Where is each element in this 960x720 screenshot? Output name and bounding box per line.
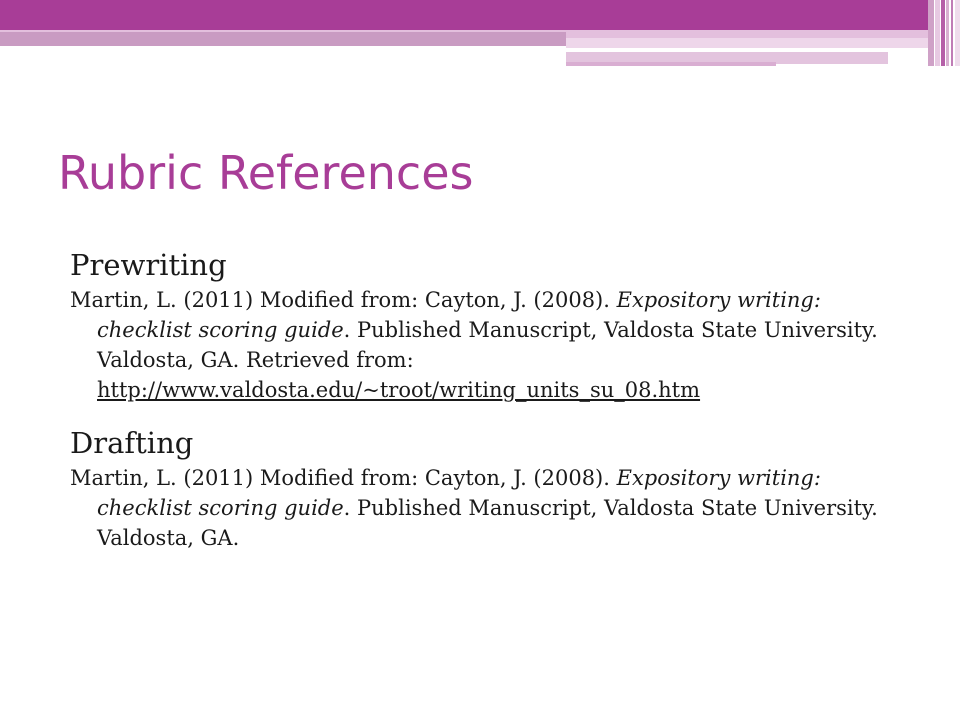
slide-body [70,245,900,553]
reference-drafting [70,463,900,553]
reference-author: Martin, L. (2011) Modified from: Cayton, J. (2008). [70,288,617,312]
header-banner [0,0,960,72]
reference-title: Expository writing: checklist scoring guide [97,288,821,342]
section-heading-drafting: Drafting [70,426,194,460]
banner-vertical-stripes [928,0,960,66]
reference-url-link[interactable]: http://www.valdosta.edu/~troot/writing_units_su_08.htm [97,378,701,402]
reference-publisher: . Published Manuscript, Valdosta State University. Valdosta, GA. [97,496,878,550]
banner-thin-bar [566,62,776,66]
banner-mid-bar [0,32,566,46]
banner-accent-bar [566,38,928,48]
slide-title: Rubric References [58,146,474,200]
reference-author: Martin, L. (2011) Modified from: Cayton, J. (2008). [70,466,617,490]
reference-title: Expository writing: checklist scoring guide [97,466,821,520]
reference-prewriting [70,285,900,405]
banner-main-bar [0,0,928,30]
section-heading-prewriting: Prewriting [70,248,227,282]
reference-publisher: . Published Manuscript, Valdosta State University. Valdosta, GA. Retrieved from: [97,318,878,372]
